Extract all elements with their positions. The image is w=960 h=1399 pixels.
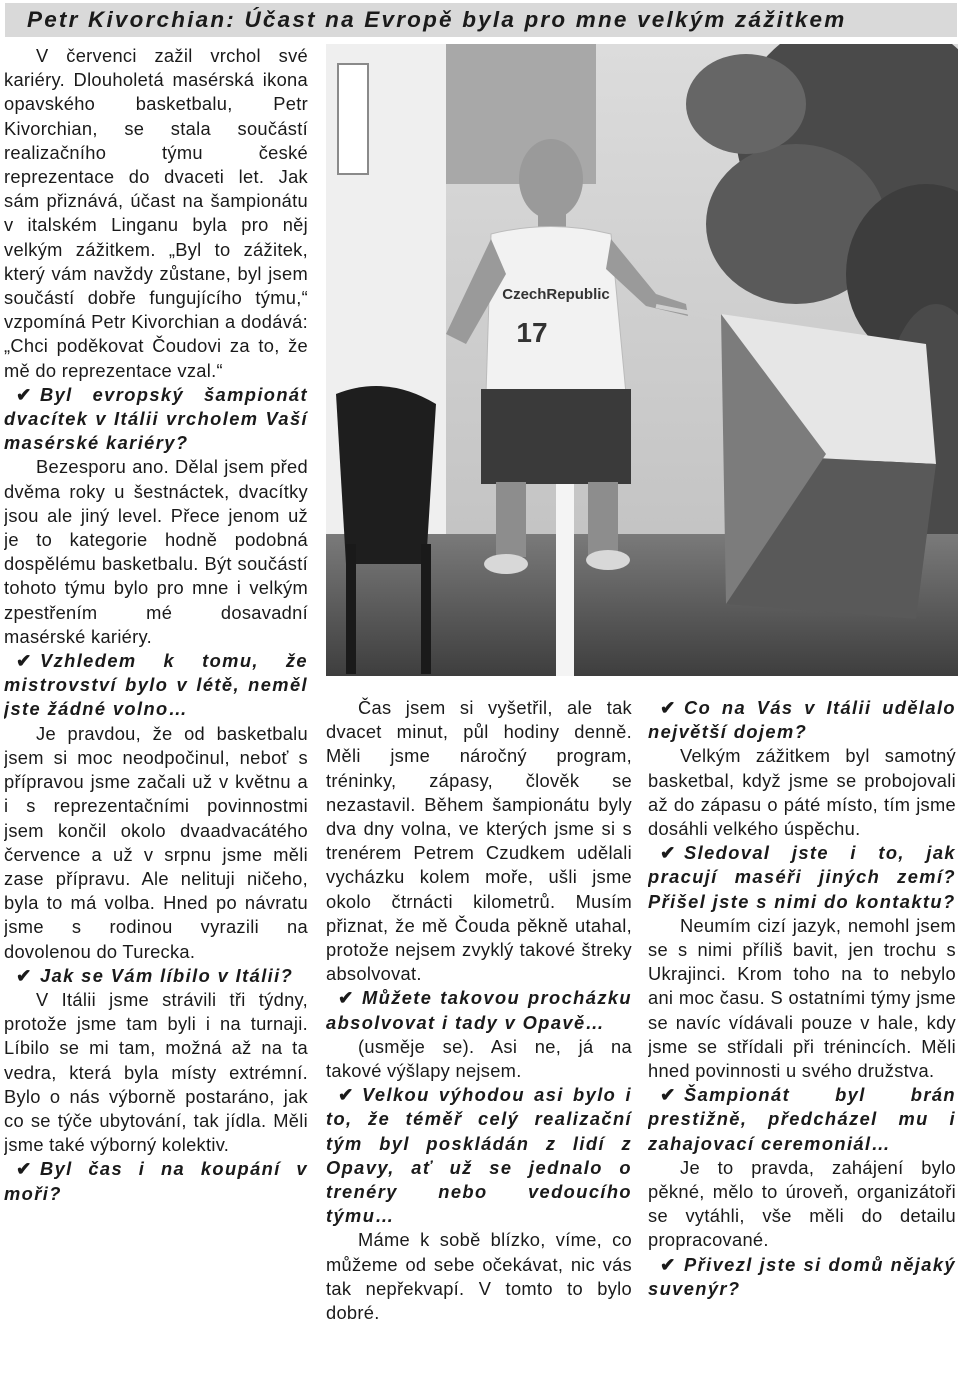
question-text: Byl evropský šampionát dvacítek v Itálii vrcholem Vaší masérské kariéry?	[4, 383, 308, 454]
question-text: Co na Vás v Itálii udělalo největší dojem?	[648, 697, 956, 743]
question-8	[648, 841, 956, 914]
question-text: Šampionát byl brán prestižně, předcházel mu i zahajovací ceremoniál…	[648, 1084, 956, 1154]
photo-sandal	[586, 550, 630, 570]
answer-paragraph: Bezesporu ano. Dělal jsem před dvěma roky u šestnáctek, dvacítky jsou ale jiný level. Přece jenom už je to kategorie hodně podobná dospělému basketbalu. Být součástí tohoto týmu bylo pro mne i velkým zpestřením mé dosavadní masérské kariéry.	[4, 456, 308, 647]
jersey-brand: CzechRepublic	[502, 286, 610, 303]
photo-shorts	[481, 389, 631, 484]
question-10	[648, 1253, 956, 1301]
checkmark-icon: ✔	[660, 1253, 677, 1275]
question-text: Sledoval jste i to, jak pracují maséři jiných zemí? Přišel jste s nimi do kontaktu?	[648, 842, 956, 912]
checkmark-icon: ✔	[660, 842, 677, 864]
question-text: Velkou výhodou asi bylo i to, že téměř celý realizační tým byl poskládán z lidí z Opavy, ať už se jednalo o trenéry nebo vedoucího týmu…	[326, 1084, 632, 1227]
question-5	[326, 986, 632, 1034]
answer-paragraph: (usměje se). Asi ne, já na takové výšlapy nejsem.	[326, 1035, 632, 1082]
photo-window	[338, 64, 368, 174]
answer-paragraph: Máme k sobě blízko, víme, co můžeme od sebe očekávat, nic vás tak nepřekvapí. V tomto to bylo dobré.	[326, 1229, 632, 1324]
question-4	[4, 1157, 308, 1205]
article-column-middle	[326, 696, 632, 1396]
photo-czech-flag	[721, 314, 936, 619]
checkmark-icon: ✔	[338, 1084, 355, 1106]
photo-sandal	[484, 554, 528, 574]
article-photo	[326, 44, 958, 676]
answer-paragraph: Je to pravda, zahájení bylo pěkné, mělo to úroveň, organizátoři se vytáhli, vše měli do detailu propracované.	[648, 1156, 956, 1251]
article-headline: Petr Kivorchian: Účast na Evropě byla pro mne velkým zážitkem	[5, 3, 957, 37]
question-text: Přivezl jste si domů nějaký suvenýr?	[648, 1253, 956, 1299]
answer-paragraph: Neumím cizí jazyk, nemohl jsem se s nimi příliš bavit, jen trochu s Ukrajinci. Krom toho na to nebylo ani moc času. S ostatními týmy jsme se navíc vídávali pouze v hale, kdy jsme se střídali při trénincích. Měli hned povinnosti u svého družstva.	[648, 914, 956, 1082]
question-text: Můžete takovou procházku absolvovat i tady v Opavě…	[326, 987, 632, 1033]
jersey-number: 17	[516, 317, 548, 348]
answer-paragraph: Velkým zážitkem byl samotný basketbal, když jsme se probojovali až do zápasu o páté místo, tím jsme dosáhli velkého úspěchu.	[648, 745, 956, 840]
question-9	[648, 1083, 956, 1156]
article-column-left	[4, 44, 308, 1396]
question-6	[326, 1083, 632, 1228]
question-text: Vzhledem k tomu, že mistrovství bylo v létě, neměl jste žádné volno…	[4, 650, 308, 720]
checkmark-icon: ✔	[16, 1158, 33, 1180]
question-2	[4, 649, 308, 722]
question-3	[4, 964, 308, 988]
question-text: Byl čas i na koupání v moři?	[4, 1158, 308, 1204]
question-1	[4, 383, 308, 456]
answer-paragraph: Je pravdou, že od basketbalu jsem si moc neodpočinul, neboť s přípravou jsme začali už v květnu a i s reprezentačními povinnostmi jsem končil okolo dvaadvacátého července a už v srpnu jsme měli zase přípravu. Ale nelituji ničeho, byla to má volba. Hned po návratu jsme s rodinou vyrazili na dovolenou do Turecka.	[4, 722, 308, 962]
checkmark-icon: ✔	[660, 697, 677, 718]
answer-paragraph: Čas jsem si vyšetřil, ale tak dvacet minut, půl hodiny denně. Měli jsme náročný program, tréninky, zápasy, člověk se nezastavil. Během šampionátu byly dva dny volna, ve kterých jsme si s trenérem Petrem Czudkem udělali vycházku kolem moře, ušli jsme okolo čtrnácti kilometrů. Musím přiznat, že mě Čouda pěkně utahal, protože nejsem zvyklý takové štreky absolvovat.	[326, 697, 632, 985]
intro-paragraph: V červenci zažil vrchol své kariéry. Dlouholetá masérská ikona opavského basketbalu, Petr Kivorchian, se stala součástí realizačního týmu české reprezentace do dvaceti let. Jak sám přiznává, účast na šampionátu v italském Linganu byla pro něj velkým zážitkem. „Byl to zážitek, který vám navždy zůstane, byl jsem součástí dobře fungujícího týmu,“ vzpomíná Petr Kivorchian a dodává: „Chci poděkovat Čoudovi za to, že mě do reprezentace vzal.“	[4, 45, 308, 381]
checkmark-icon: ✔	[16, 964, 33, 986]
checkmark-icon: ✔	[16, 650, 33, 672]
question-7	[648, 696, 956, 744]
checkmark-icon: ✔	[660, 1084, 677, 1106]
photo-illustration	[326, 44, 958, 676]
answer-paragraph: V Itálii jsme strávili tři týdny, protože jsme tam byli i na turnaji. Líbilo se mi tam, možná až na ta vedra, která byla místy extrémní. Bylo o nás výborně postaráno, jak co se týče ubytování, tak jídla. Měli jsme také výborný kolektiv.	[4, 988, 308, 1156]
question-text: Jak se Vám líbilo v Itálii?	[40, 964, 294, 986]
checkmark-icon: ✔	[16, 383, 33, 405]
article-column-right	[648, 696, 956, 1396]
checkmark-icon: ✔	[338, 987, 355, 1009]
